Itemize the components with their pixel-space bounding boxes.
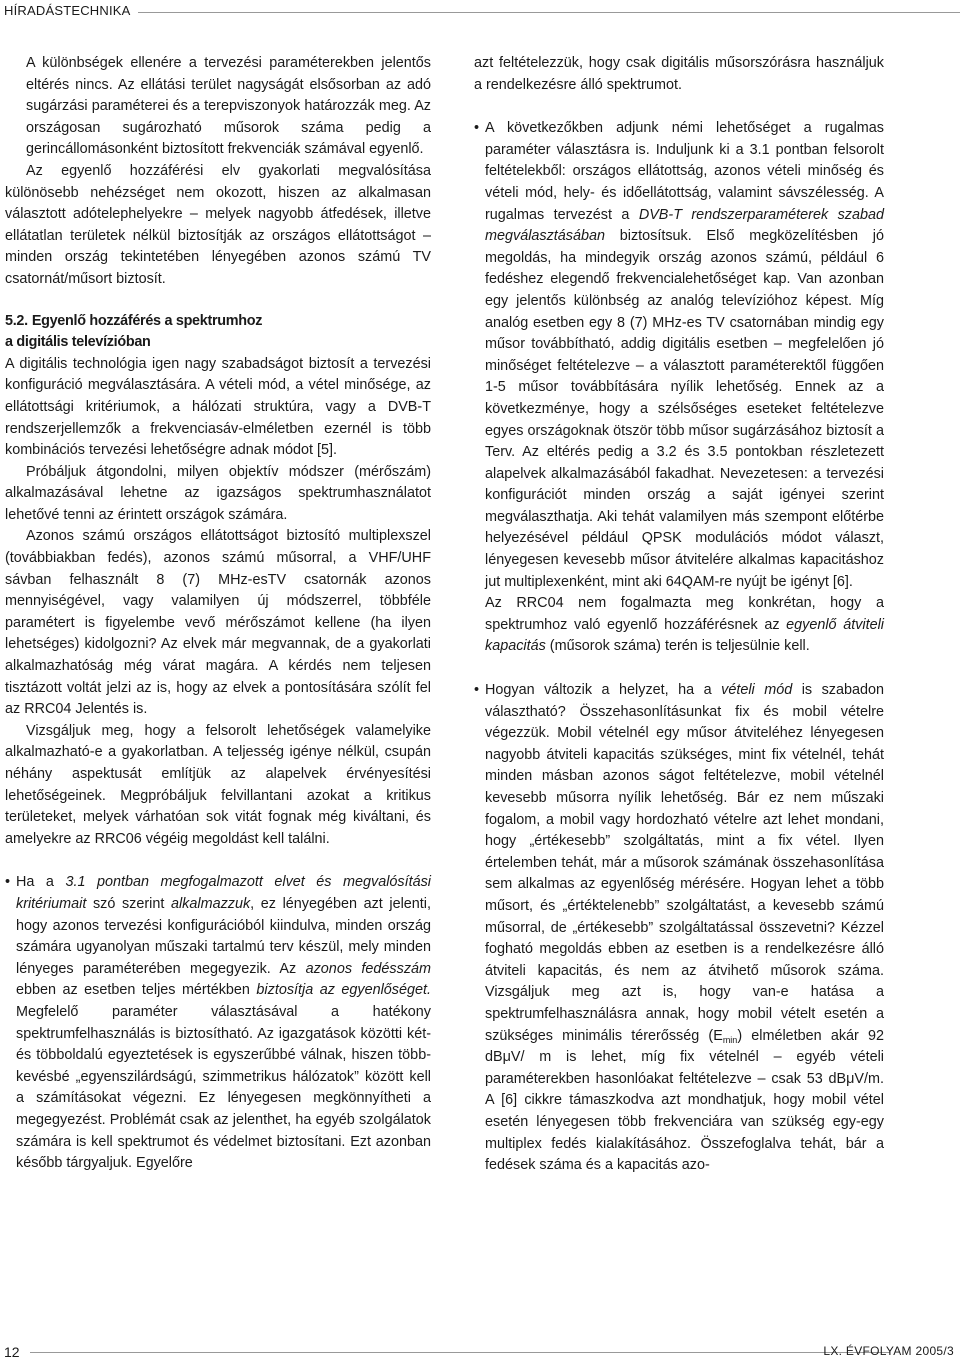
text-run: Ha a (16, 874, 66, 891)
emphasis: azonos fedésszám (305, 960, 432, 977)
paragraph: Az egyenlő hozzáférési elv gyakorlati megvalósítása különösebb nehézséget nem okozott, hiszen az alkalmasan választott adótelephelyekre – melyek nagyobb átfedések, illetve ellátatlan területek nélkül biztosítják az országos ellátottságot – minden ország tekintetében lényegében azonos számú TV csatornát/műsort biztosít. (5, 162, 431, 287)
section-heading (5, 311, 431, 354)
text-run: Hogyan változik a helyzet, ha a (485, 682, 722, 699)
text-run: (műsorok száma) terén is teljesülnie kell. (545, 638, 810, 655)
bullet-text (485, 118, 884, 593)
paragraph: A digitális technológia igen nagy szabadságot biztosít a tervezési konfiguráció megválasztására. A vételi mód, a vétel minősége, az ellátottsági kritériumok, a hálózati struktúra, vagy a DVB-T rendszerjellemzők a frekvenciasáv-elméletben ezernél is több kombinációs tervezési lehetőségre adnak módot [5]. (5, 355, 431, 459)
emphasis: DVB-T rendszerparaméterek szabad megválasztásában (485, 206, 884, 245)
paragraph: A különbségek ellenére a tervezési paraméterekben jelentős eltérés nincs. Az ellátási terület nagyságát elsősorban az adó sugárzási paraméterei és a terepviszonyok határozzák meg. Az országosan sugározható műsorok száma pedig a gerincállomásonként biztosított frekvenciák számával egyenlő. (26, 55, 431, 158)
text-run: Megfelelő paraméter választásával a hatékony spektrumfelhasználás is biztosítható. Az igazgatások közötti két- és többoldalú egyeztetések is egyszerűbbé válnak, hiszen több-kevésbé „egyenszilárdságú, szimmetrikus hálózatok” között kell a számításokat végezni. Ez lényegesen megkönnyítheti a megegyezést. Problémát csak az jelenthet, ha egyéb szolgálatok számára is kell spektrumot és védelmet biztosítani. Ezt azonban később tárgyaljuk. Egyelőre (16, 1003, 431, 1172)
section-number: 5.2. (5, 312, 28, 329)
footer-rule (30, 1352, 890, 1353)
page-number: 12 (4, 1344, 20, 1360)
bullet-text (16, 872, 431, 1174)
bullet-text (485, 680, 884, 1177)
emphasis: egyenlő átviteli kapacitás (485, 616, 884, 655)
left-column (5, 53, 431, 1175)
subscript: min (722, 1034, 738, 1045)
text-run: biztosítsuk. Első megközelítésben jó megoldás, ha mindegyik ország azonos számú, például 6 fedéshez elegendő frekvencialehetőséget kap. Van azonban egy jelentős különbség az analóg televízióhoz képest. Míg analóg esetben egy 8 (7) MHz-es TV csatornában mindig egy műsor továbbítható, addig digitális esetben – megfelelően jó minőséget feltételezve – a választott paraméterektől függően 1-5 műsor továbbítására nyílik lehetőség. Ennek az a következménye, hogy a szélsőséges eseteket feltételezve egyes országoknak ötször több műsor sugárzásához biztosít a Terv. Az eltérés pedig a 3.2 és 3.5 pontokban részletezett alapelvek alkalmazásából fakadhat. Nevezetesen: a tervezési konfigurációt minden ország a saját igényei szerint megválaszthatja. Aki tehát valamilyen más szempont előtérbe helyezésével például QPSK modulációs módot választ, lényegesen kevesebb műsor átvitelére alkalmas kapacitáshoz jut multiplexenként, mint aki 64QAM-re nyújt be igényt [6]. (485, 228, 884, 590)
text-run: szó szerint (86, 895, 171, 912)
emphasis: 3.1 pontban megfogalmazott elvet és megvalósítási kritériumait (16, 874, 431, 912)
text-run: ebben az esetben teljes mértékben (16, 982, 257, 999)
emphasis: alkalmazzuk (170, 895, 251, 912)
text-run: is szabadon választható? Összehasonlításunkat fix és mobil vételre végezzük. Mobil vételnél egy műsor átviteléhez lényegesen nagyobb átviteli kapacitás szükséges, mint fix vételnél, tehát minden másban azonos ságot feltételezve, mobil vételnél kevesebb műsorra nyílik lehetőség. Bár ez nem műszaki fogalom, a mobil vagy hordozható vételre azt lehet mondani, hogy „értékesebb” szolgáltatás, mint a fix vétel. Ilyen értelemben tehát, már a műsorok számának összehasonlítása sem alkalmas az egyenlőség mérésére. Hogyan lehet a több műsort, és „értéktelenebb” szolgáltatást, a kevesebb számú műsorral, de „értékesebb” szolgáltatással összevetni? Kézzel fogható megoldás ebben az esetben is a rendelkezésre álló átviteli kapacitás, és nem az átvihető műsorok száma. Vizsgáljuk meg azt is, hogy van-e hatása a spektrumfelhasználásra annak, hogy mobil vételt esetén a szükséges minimális térerősség (E (485, 682, 884, 1044)
right-column (474, 53, 884, 1177)
running-footer (0, 1336, 960, 1364)
section-title: HÍRADÁSTECHNIKA (4, 3, 131, 18)
bullet-item (474, 118, 884, 658)
text-run: , ez lényegében azt jelenti, hogy azonos tervezési konfigurációból kiindulva, minden ország számára ugyanolyan műszaki tartalmú terv készül, mely minden lényeges paraméterében megegyezik. Az (16, 895, 432, 977)
paragraph: Azonos számú országos ellátottságot biztosító multiplexszel (továbbiakban fedés), azonos számú műsorral, a VHF/UHF sávban felhasznált 8 (7) MHz-esTV csatornák azonos mennyiségével, vagy valamilyen új módszerrel, többféle paramétert is figyelembe vevő mérőszámot kellene (ha ilyen lehetséges) kidolgozni? Az elvek már megvannak, de a gyakorlati alkalmazhatóság még várat magára. A kérdés nem teljesen tisztázott voltát jelzi az is, hogy az elvek a pontosítására szólít fel az RRC04 Jelentés is. (5, 528, 431, 718)
bullet-item (5, 872, 431, 1174)
paragraph: azt feltételezzük, hogy csak digitális műsorszórásra használjuk a rendelkezésre álló spektrumot. (474, 55, 884, 93)
text-run: A következőkben adjunk némi lehetőséget a rugalmas paraméter választásra is. Induljunk ki a 3.1 pontban felsorolt feltételekből: országos ellátottság, azonos vételi minőség és vételi mód, hely- és időellátottság, valamint sávszélesség. A rugalmas tervezést a (485, 120, 884, 223)
heading-line-2: a digitális televízióban (5, 334, 151, 351)
paragraph: Próbáljuk átgondolni, milyen objektív módszer (mérőszám) alkalmazásával lehetne az igazságos spektrumhasználatot lehetővé tenni az érintett országok számára. (5, 463, 431, 523)
emphasis: biztosítja az egyenlőséget. (256, 982, 431, 999)
bullet-text (485, 593, 884, 658)
bullet-item (474, 680, 884, 1177)
intro-block (5, 53, 431, 161)
header-rule (138, 12, 960, 13)
paragraph: Vizsgáljuk meg, hogy a felsorolt lehetőségek valamelyike alkalmazható-e a gyakorlatban. A teljesség igénye nélkül, csupán néhány aspektusát említjük az alapelvek érvényesítési lehetőségeinek. Megpróbáljuk felvillantani azokat a kritikus területeket, melyek várhatóan sok vitát fognak még kiváltani, és amelyekre az RRC06 végéig megoldást kell találni. (5, 722, 431, 847)
running-header (0, 0, 960, 26)
emphasis: vételi mód (721, 682, 793, 699)
heading-line-1: Egyenlő hozzáférés a spektrumhoz (31, 312, 263, 329)
text-run: ) elméletben akár 92 dBμV/ m is lehet, míg fix vételnél – egyéb vételi paraméterekben hasonlóakat feltételezve – csak 53 dBμV/m. A [6] cikkre támaszkodva azt mondhatjuk, hogy mobil vétel esetén lényegesen több frekvenciára van szükség egy-egy multiplex fedés kialakításához. Összefoglalva tehát, bár a fedések száma és a kapacitás azo- (485, 1027, 884, 1174)
text-run: Az RRC04 nem fogalmazta meg konkrétan, hogy a spektrumhoz való egyenlő hozzáférésnek az (485, 595, 884, 633)
volume-info: LX. ÉVFOLYAM 2005/3 (823, 1344, 954, 1358)
